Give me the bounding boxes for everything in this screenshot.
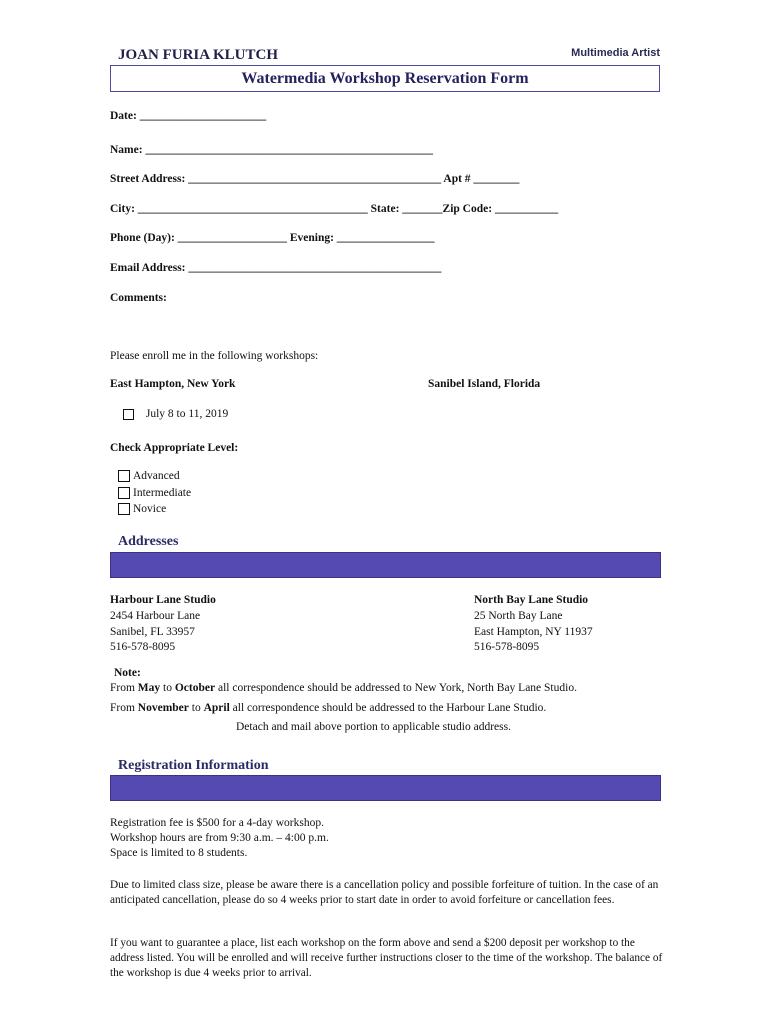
advanced-checkbox[interactable] (118, 470, 130, 482)
harbour-studio-name: Harbour Lane Studio (110, 594, 216, 606)
note-text: to (160, 682, 175, 694)
registration-fee: Registration fee is $500 for a 4-day workshop. (110, 817, 324, 829)
location-sanibel: Sanibel Island, Florida (428, 378, 541, 390)
harbour-studio-line2: Sanibel, FL 33957 (110, 626, 195, 638)
location-east-hampton: East Hampton, New York (110, 378, 236, 390)
northbay-studio-line1: 25 North Bay Lane (474, 610, 563, 622)
street-address-field[interactable]: Street Address: ____________________________________________ Apt # ________ (110, 173, 520, 185)
form-title-box (110, 65, 660, 92)
registration-bar (110, 775, 661, 801)
northbay-studio-name: North Bay Lane Studio (474, 594, 589, 606)
workshop-option[interactable] (123, 408, 228, 420)
enroll-intro: Please enroll me in the following workshops: (110, 350, 319, 362)
addresses-heading: Addresses (118, 534, 179, 549)
name-field[interactable]: Name: __________________________________________________ (110, 144, 433, 156)
form-title: Watermedia Workshop Reservation Form (241, 70, 529, 87)
novice-checkbox[interactable] (118, 503, 130, 515)
note-month: May (137, 682, 161, 694)
workshop-checkbox[interactable] (123, 409, 134, 420)
harbour-studio-line1: 2454 Harbour Lane (110, 610, 201, 622)
workshop-hours: Workshop hours are from 9:30 a.m. – 4:00 p.m. (110, 832, 329, 844)
level-option-intermediate[interactable] (118, 487, 191, 499)
guarantee-instructions: If you want to guarantee a place, list each workshop on the form above and send a $200 deposit per workshop to the address listed. You will be enrolled and will receive further instructions closer to the time of the workshop. The balance of the workshop is due 4 weeks prior to arrival. (110, 937, 663, 979)
level-heading: Check Appropriate Level: (110, 442, 239, 454)
comments-label: Comments: (110, 292, 167, 304)
northbay-studio-line2: East Hampton, NY 11937 (474, 626, 593, 638)
email-field[interactable]: Email Address: ____________________________________________ (110, 262, 442, 274)
harbour-studio-phone: 516-578-8095 (110, 641, 176, 653)
level-label: Novice (133, 503, 167, 516)
artist-role: Multimedia Artist (571, 47, 660, 59)
detach-instruction: Detach and mail above portion to applicable studio address. (236, 721, 511, 733)
note-text: to (188, 702, 204, 714)
note-text: all correspondence should be addressed to the Harbour Lane Studio. (229, 702, 547, 714)
space-limit: Space is limited to 8 students. (110, 847, 248, 859)
phone-field[interactable]: Phone (Day): ___________________ Evening: _________________ (110, 232, 435, 244)
level-option-advanced[interactable] (118, 470, 180, 482)
artist-name: JOAN FURIA KLUTCH (118, 47, 279, 63)
note-month: October (174, 682, 216, 694)
date-field[interactable]: Date: ______________________ (110, 110, 267, 122)
registration-heading: Registration Information (118, 758, 269, 773)
note-month: November (137, 702, 189, 714)
level-label: Intermediate (133, 487, 192, 500)
note-text: all correspondence should be addressed to New York, North Bay Lane Studio. (215, 682, 577, 694)
note-text: From (110, 682, 138, 694)
note-label: Note: (114, 667, 141, 679)
note-line-1 (110, 682, 577, 694)
level-option-novice[interactable] (118, 503, 166, 515)
note-month: April (203, 702, 230, 714)
workshop-option-label: July 8 to 11, 2019 (145, 408, 229, 421)
addresses-bar (110, 552, 661, 578)
note-line-2 (110, 702, 546, 714)
northbay-studio-phone: 516-578-8095 (474, 641, 540, 653)
city-state-zip-field[interactable]: City: ________________________________________ State: _______Zip Code: ___________ (110, 203, 559, 215)
cancellation-policy: Due to limited class size, please be aware there is a cancellation policy and possible forfeiture of tuition. In the case of an anticipated cancellation, please do so 4 weeks prior to start date in order to avoid forfeiture or cancellation fees. (110, 879, 659, 906)
level-label: Advanced (133, 470, 180, 483)
note-text: From (110, 702, 138, 714)
intermediate-checkbox[interactable] (118, 487, 130, 499)
